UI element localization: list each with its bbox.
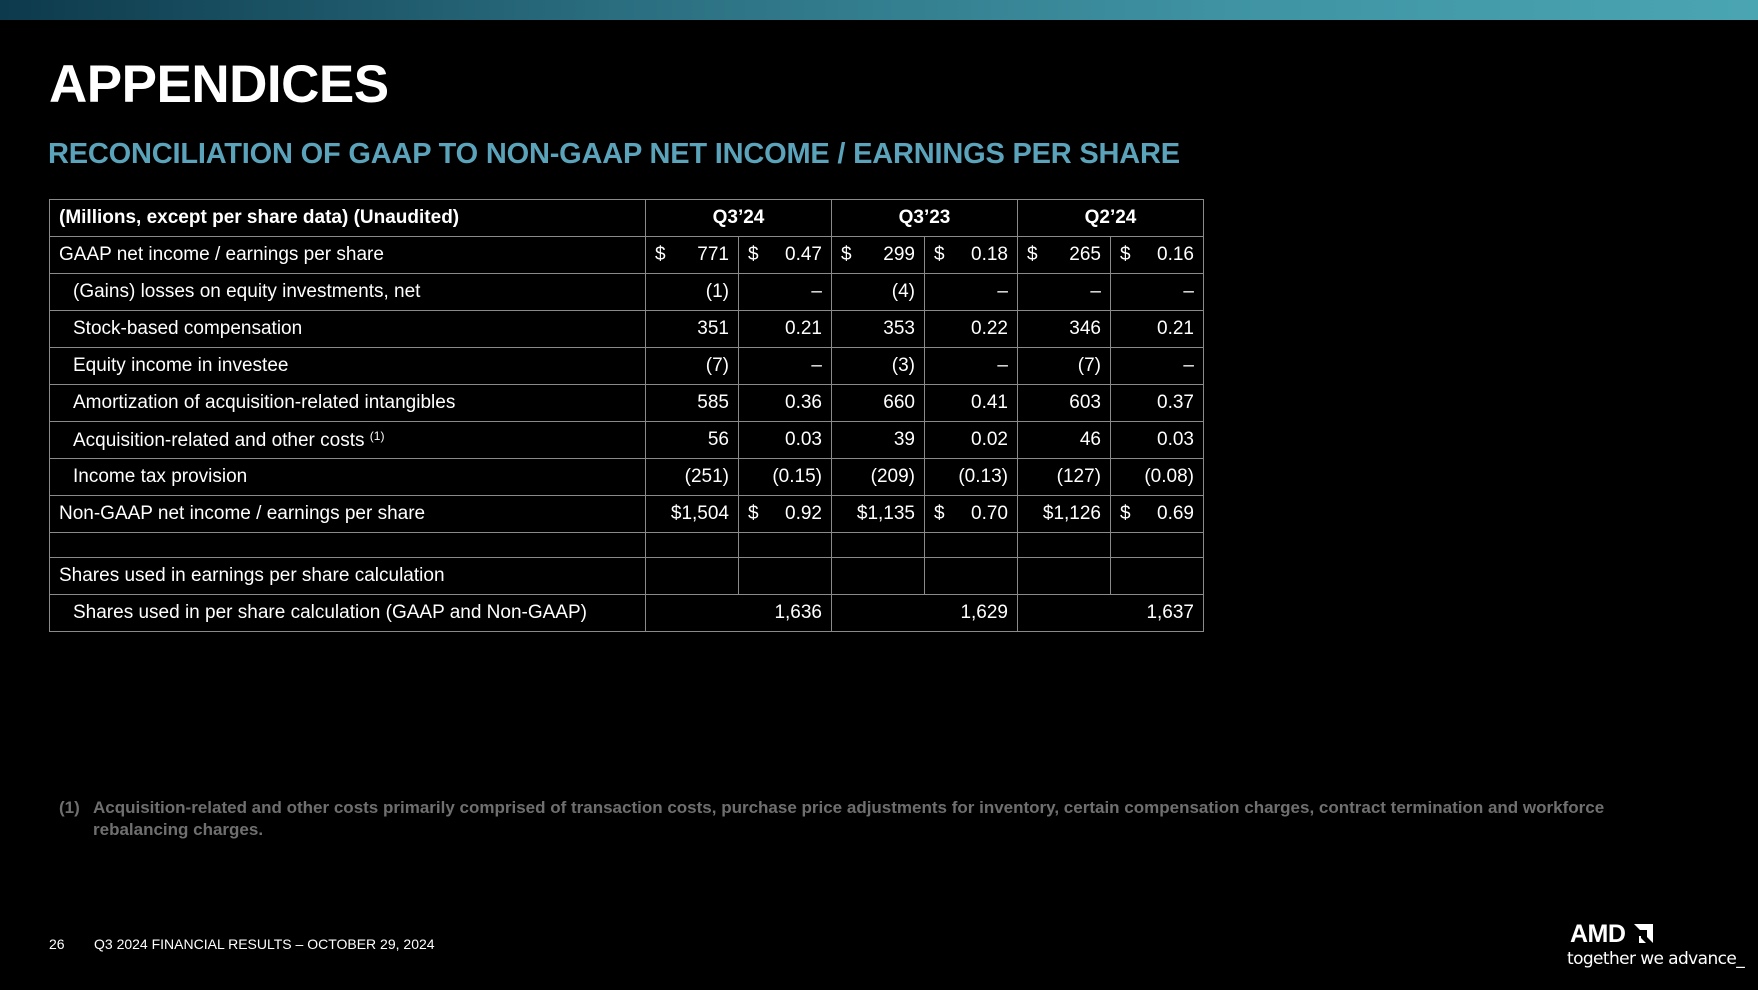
cell-value: (7) [1077,355,1101,376]
table-cell [1018,348,1111,385]
table-cell [1111,496,1204,533]
empty-cell [1018,558,1111,595]
cell-value: 0.36 [785,392,822,413]
table-cell [1018,311,1111,348]
shares-section-row [50,558,1204,595]
cell-value: 351 [697,318,729,339]
cell-value: 0.41 [971,392,1008,413]
cell-value: 0.03 [1157,429,1194,450]
table-cell [739,237,832,274]
currency-symbol: $ [1120,244,1131,265]
cell-value: 46 [1079,429,1101,450]
table-header-row [50,200,1204,237]
row-label-text: Equity income in investee [73,355,289,376]
cell-value: 0.92 [785,503,822,524]
table-cell [646,274,739,311]
table-cell [739,385,832,422]
table-cell [832,348,925,385]
cell-value: $1,504 [670,503,729,524]
table-cell [925,459,1018,496]
cell-value: – [1183,355,1194,376]
currency-symbol: $ [748,244,759,265]
table-cell [832,311,925,348]
cell-value: 0.69 [1157,503,1194,524]
cell-value: 0.21 [1157,318,1194,339]
cell-value: 0.18 [971,244,1008,265]
table-cell [832,274,925,311]
cell-value: 265 [1069,244,1101,265]
table-cell [1018,422,1111,459]
table-cell [1018,274,1111,311]
table-row [50,422,1204,459]
cell-value: (4) [891,281,915,302]
row-label-text: Non-GAAP net income / earnings per share [59,503,426,524]
table-cell [646,422,739,459]
cell-value: 0.02 [971,429,1008,450]
footer-text: Q3 2024 FINANCIAL RESULTS – OCTOBER 29, 2024 [94,936,435,952]
row-label [50,237,646,274]
table-cell [925,385,1018,422]
empty-cell [646,558,739,595]
cell-value: (127) [1056,466,1101,487]
row-label [50,311,646,348]
cell-value: 585 [697,392,729,413]
cell-value: (0.15) [772,466,822,487]
cell-value: – [811,281,822,302]
row-label-text: Acquisition-related and other costs [73,429,365,451]
table-cell [1111,459,1204,496]
currency-symbol: $ [841,244,852,265]
cell-value: – [811,355,822,376]
row-label-text: Income tax provision [73,466,248,487]
table-cell [832,422,925,459]
table-row [50,311,1204,348]
table-cell [739,459,832,496]
cell-value: 0.16 [1157,244,1194,265]
row-label-text: (Gains) losses on equity investments, net [73,281,421,302]
table-cell [1018,496,1111,533]
amd-arrow-icon [1634,924,1653,943]
cell-value: 299 [883,244,915,265]
spacer-row [50,533,1204,558]
empty-cell [646,533,739,558]
cell-value: (7) [705,355,729,376]
shares-value: 1,637 [1018,595,1204,632]
cell-value: 56 [707,429,729,450]
row-label [50,385,646,422]
currency-symbol: $ [1027,244,1038,265]
page-subtitle: RECONCILIATION OF GAAP TO NON-GAAP NET INCOME / EARNINGS PER SHARE [48,138,1180,170]
cell-value: (3) [891,355,915,376]
cell-value: (0.13) [958,466,1008,487]
table-cell [739,496,832,533]
table-row [50,348,1204,385]
table-cell [646,459,739,496]
empty-cell [1111,533,1204,558]
table-cell [646,496,739,533]
footnote-reference: (1) [369,428,385,443]
cell-value: 346 [1069,318,1101,339]
empty-cell [739,558,832,595]
cell-value: 771 [697,244,729,265]
table-cell [925,311,1018,348]
cell-value: (1) [705,281,729,302]
table-cell [1111,385,1204,422]
page-title: APPENDICES [49,55,389,114]
shares-value: 1,629 [832,595,1018,632]
brand-tagline: together we advance_ [1567,949,1745,969]
cell-value: 353 [883,318,915,339]
table-cell [646,385,739,422]
empty-cell [50,533,646,558]
empty-cell [925,558,1018,595]
table-cell [925,348,1018,385]
table-cell [739,311,832,348]
table-cell [832,496,925,533]
shares-row [50,595,1204,632]
table-cell [739,348,832,385]
table-cell [832,237,925,274]
cell-value: – [997,281,1008,302]
currency-symbol: $ [748,503,759,524]
cell-value: (209) [870,466,915,487]
row-label [50,274,646,311]
table-cell [925,274,1018,311]
shares-row-label: Shares used in per share calculation (GAAP and Non-GAAP) [50,595,646,632]
table-cell [739,422,832,459]
row-label-text: Amortization of acquisition-related intangibles [73,392,456,413]
table-cell [1018,385,1111,422]
row-label [50,348,646,385]
table-cell [646,237,739,274]
cell-value: 0.22 [971,318,1008,339]
cell-value: 39 [893,429,915,450]
table-cell [646,348,739,385]
footnote-text: Acquisition-related and other costs primarily comprised of transaction costs, purchase price adjustments for inventory, certain compensation charges, contract termination and workforce rebalancing charges. [93,798,1605,839]
row-label [50,459,646,496]
period-header: Q3’24 [646,200,832,237]
cell-value: 0.70 [971,503,1008,524]
empty-cell [832,533,925,558]
row-label [50,422,646,459]
cell-value: – [997,355,1008,376]
period-header: Q3’23 [832,200,1018,237]
cell-value: 0.37 [1157,392,1194,413]
currency-symbol: $ [655,244,666,265]
table-cell [1111,237,1204,274]
table-cell [925,422,1018,459]
shares-section-label: Shares used in earnings per share calculation [50,558,646,595]
empty-cell [925,533,1018,558]
empty-cell [832,558,925,595]
logo-wordmark: AMD [1570,920,1626,948]
cell-value: 660 [883,392,915,413]
cell-value: – [1183,281,1194,302]
table-row [50,459,1204,496]
currency-symbol: $ [934,244,945,265]
footnote-marker: (1) [59,798,80,817]
empty-cell [739,533,832,558]
table-cell [1111,274,1204,311]
cell-value: (0.08) [1144,466,1194,487]
cell-value: (251) [684,466,729,487]
table-row [50,496,1204,533]
table-cell [925,237,1018,274]
empty-cell [1018,533,1111,558]
header-label: (Millions, except per share data) (Unaudited) [50,200,646,237]
table-cell [832,385,925,422]
reconciliation-table [49,199,1204,632]
footnote [59,797,1659,841]
period-header: Q2’24 [1018,200,1204,237]
table-cell [646,311,739,348]
table-row [50,274,1204,311]
top-accent-bar [0,0,1758,20]
cell-value: $1,126 [1042,503,1101,524]
row-label [50,496,646,533]
table-cell [1111,348,1204,385]
table-cell [1018,459,1111,496]
table-row [50,385,1204,422]
table-cell [832,459,925,496]
cell-value: 0.21 [785,318,822,339]
empty-cell [1111,558,1204,595]
table-cell [925,496,1018,533]
row-label-text: GAAP net income / earnings per share [59,244,384,265]
row-label-text: Stock-based compensation [73,318,303,339]
currency-symbol: $ [934,503,945,524]
shares-value: 1,636 [646,595,832,632]
cell-value: 0.47 [785,244,822,265]
cell-value: 0.03 [785,429,822,450]
table-cell [1018,237,1111,274]
table-cell [1111,422,1204,459]
table-cell [739,274,832,311]
cell-value: 603 [1069,392,1101,413]
cell-value: $1,135 [856,503,915,524]
table-row [50,237,1204,274]
currency-symbol: $ [1120,503,1131,524]
page-number: 26 [49,936,65,952]
cell-value: – [1090,281,1101,302]
table-cell [1111,311,1204,348]
